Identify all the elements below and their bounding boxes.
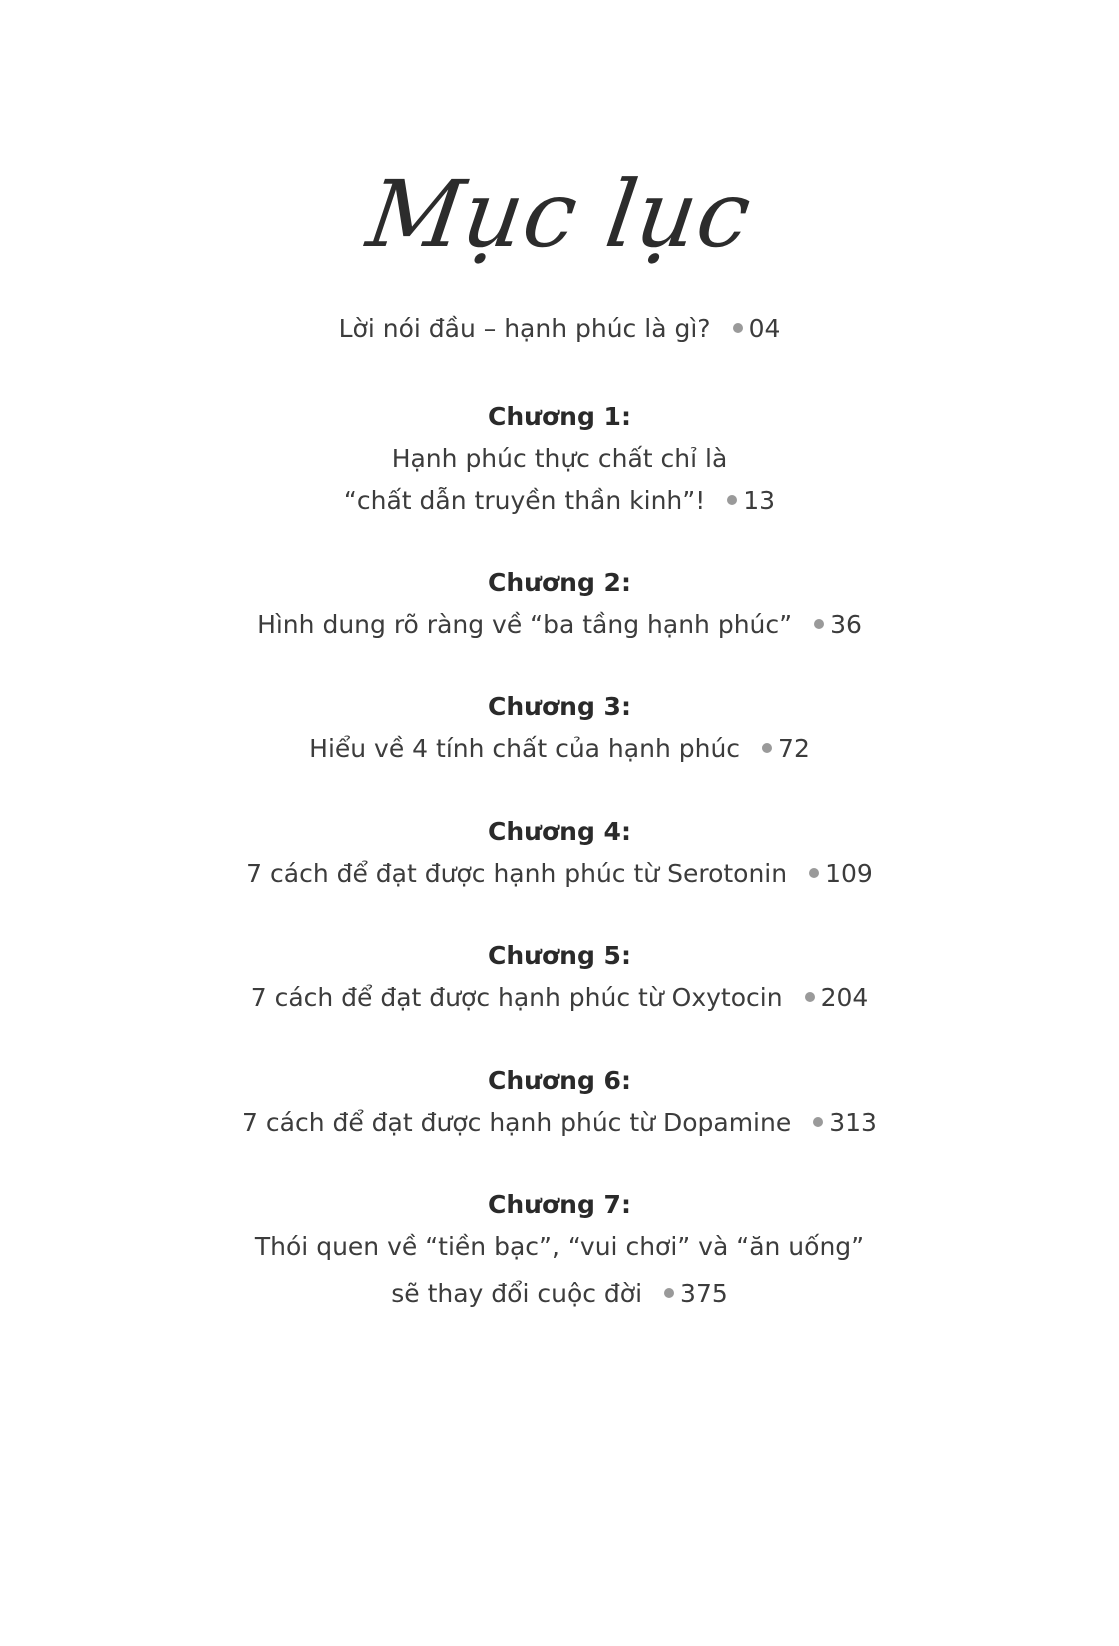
toc-entry-text: Lời nói đầu – hạnh phúc là gì? <box>338 314 711 343</box>
page-title: Mục lục <box>361 161 758 268</box>
toc-entry-line <box>0 1106 1119 1140</box>
toc-entry-chapter-2 <box>0 566 1119 642</box>
page-number: 36 <box>830 610 862 639</box>
toc-entry-text: 7 cách để đạt được hạnh phúc từ Oxytocin <box>250 983 783 1012</box>
chapter-heading: Chương 6: <box>488 1066 631 1095</box>
bullet-dot-icon <box>814 619 824 629</box>
toc-entry-chapter-3 <box>0 690 1119 766</box>
bullet-dot-icon <box>664 1288 674 1298</box>
bullet-dot-icon <box>809 868 819 878</box>
toc-entry-chapter-6 <box>0 1064 1119 1140</box>
toc-entry-line <box>0 1277 1119 1311</box>
toc-entry-line <box>0 312 1119 346</box>
page-number: 204 <box>820 983 869 1012</box>
chapter-heading: Chương 7: <box>488 1190 631 1219</box>
toc-entry-text: 7 cách để đạt được hạnh phúc từ Dopamine <box>242 1108 792 1137</box>
toc-entry-line: Thói quen về “tiền bạc”, “vui chơi” và “ăn uống” <box>254 1232 865 1261</box>
toc-entry-text: Hiểu về 4 tính chất của hạnh phúc <box>309 734 741 763</box>
toc-entry-text: sẽ thay đổi cuộc đời <box>391 1279 643 1308</box>
toc-entry-chapter-7 <box>0 1188 1119 1311</box>
toc-entry-line <box>0 857 1119 891</box>
page-number: 04 <box>748 314 781 343</box>
toc-entry-chapter-5 <box>0 939 1119 1015</box>
chapter-heading: Chương 4: <box>488 817 631 846</box>
page-number: 13 <box>743 486 776 515</box>
chapter-heading: Chương 3: <box>488 692 631 721</box>
bullet-dot-icon <box>762 743 772 753</box>
page-number: 72 <box>778 734 810 763</box>
bullet-dot-icon <box>727 495 737 505</box>
toc-entry-chapter-1 <box>0 400 1119 518</box>
toc-entry-line: Hạnh phúc thực chất chỉ là <box>391 444 728 473</box>
toc-entry-line <box>0 484 1119 518</box>
chapter-heading: Chương 1: <box>488 402 631 431</box>
toc-entry-line <box>0 732 1119 766</box>
page-number: 109 <box>825 859 873 888</box>
chapter-heading: Chương 5: <box>488 941 631 970</box>
chapter-heading: Chương 2: <box>488 568 631 597</box>
toc-entry-text: Hình dung rõ ràng về “ba tầng hạnh phúc” <box>257 610 793 639</box>
toc-entry-text: “chất dẫn truyền thần kinh”! <box>343 486 706 515</box>
toc-entry-preface <box>0 312 1119 346</box>
toc-entry-line <box>0 981 1119 1015</box>
bullet-dot-icon <box>805 992 815 1002</box>
bullet-dot-icon <box>813 1117 823 1127</box>
bullet-dot-icon <box>733 323 743 333</box>
page-number: 375 <box>680 1279 728 1308</box>
page-number: 313 <box>829 1108 877 1137</box>
toc-entry-text: 7 cách để đạt được hạnh phúc từ Serotonin <box>246 859 788 888</box>
toc-entry-line <box>0 608 1119 642</box>
toc-entry-chapter-4 <box>0 815 1119 891</box>
